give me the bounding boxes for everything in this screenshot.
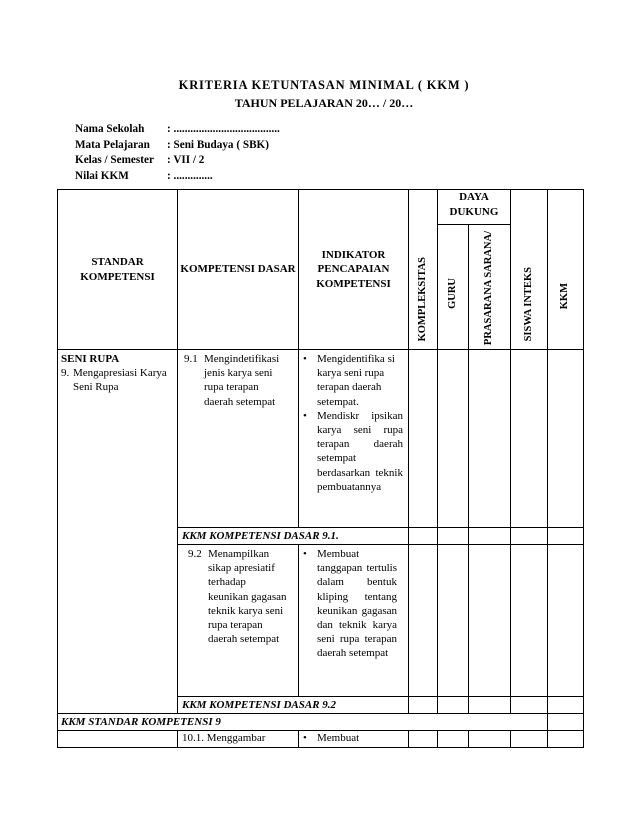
header-daya-dukung: DAYA DUKUNG — [438, 190, 511, 225]
list-item: • Mengidentifika si karya seni rupa terapan daerah setempat. — [303, 353, 395, 408]
table-row — [58, 731, 584, 748]
info-row-mapel — [75, 139, 280, 155]
kkm-table — [57, 189, 584, 748]
kd-cell-9-2: 9.2 Menampilkan sikap apresiatif terhadap keunikan gagasan teknik karya seni rupa terapan daerah setempat — [178, 545, 299, 697]
info-label: Nilai KKM — [75, 169, 129, 182]
indikator-cell-9-2 — [299, 545, 409, 697]
info-value: : .............. — [167, 169, 213, 182]
info-block — [75, 123, 280, 185]
header-kkm: KKM — [548, 190, 584, 350]
header-guru: GURU — [438, 225, 469, 350]
sk-cell — [58, 350, 178, 714]
info-label: Nama Sekolah — [75, 123, 145, 135]
sk-item: 9. Mengapresiasi Karya Seni Rupa — [61, 367, 167, 394]
info-row-kkm — [75, 170, 280, 186]
kd-cell-10-1: 10.1. Menggambar — [178, 731, 299, 748]
info-value: : Seni Budaya ( SBK) — [167, 138, 269, 151]
kkm-kd-9-1-label: KKM KOMPETENSI DASAR 9.1. — [178, 528, 409, 545]
indikator-cell-10-1: • Membuat — [299, 731, 409, 748]
header-kompetensi: KOMPETENSI DASAR — [178, 190, 299, 350]
header-kompleksitas: KOMPLEKSITAS — [409, 190, 438, 350]
kkm-kd-9-2-label: KKM KOMPETENSI DASAR 9.2 — [178, 697, 409, 714]
header-siswa: SISWA INTEKS — [511, 190, 548, 350]
info-row-sekolah — [75, 123, 280, 139]
table-row — [58, 714, 584, 731]
sk-title: SENI RUPA — [61, 353, 120, 365]
info-value: : ...................................... — [167, 123, 280, 135]
header-indikator: INDIKATOR PENCAPAIAN KOMPETENSI — [299, 190, 409, 350]
table-row — [58, 350, 584, 528]
info-value: : VII / 2 — [167, 154, 205, 166]
list-item: • Membuat tanggapan tertulis dalam bentuk kliping tentang keunikan gagasan dan teknik karya seni rupa terapan daerah setempat — [303, 548, 397, 660]
header-prasarana: PRASARANA SARANA/ — [469, 225, 511, 350]
header-standar: STANDAR KOMPETENSI — [58, 190, 178, 350]
kd-cell-9-1: 9.1 Mengindetifikasi jenis karya seni rupa terapan daerah setempat — [178, 350, 299, 528]
list-item: • Mendiskr ipsikan karya seni rupa terapan daerah setempat berdasarkan teknik pembuatannya — [303, 409, 403, 493]
kkm-sk-9-label: KKM STANDAR KOMPETENSI 9 — [58, 714, 548, 731]
page-subtitle: TAHUN PELAJARAN 20… / 20… — [234, 96, 414, 110]
page-title: KRITERIA KETUNTASAN MINIMAL ( KKM ) — [178, 78, 470, 92]
indikator-cell-9-1 — [299, 350, 409, 528]
info-row-kelas — [75, 154, 280, 170]
info-label: Kelas / Semester — [75, 154, 154, 166]
info-label: Mata Pelajaran — [75, 138, 150, 151]
